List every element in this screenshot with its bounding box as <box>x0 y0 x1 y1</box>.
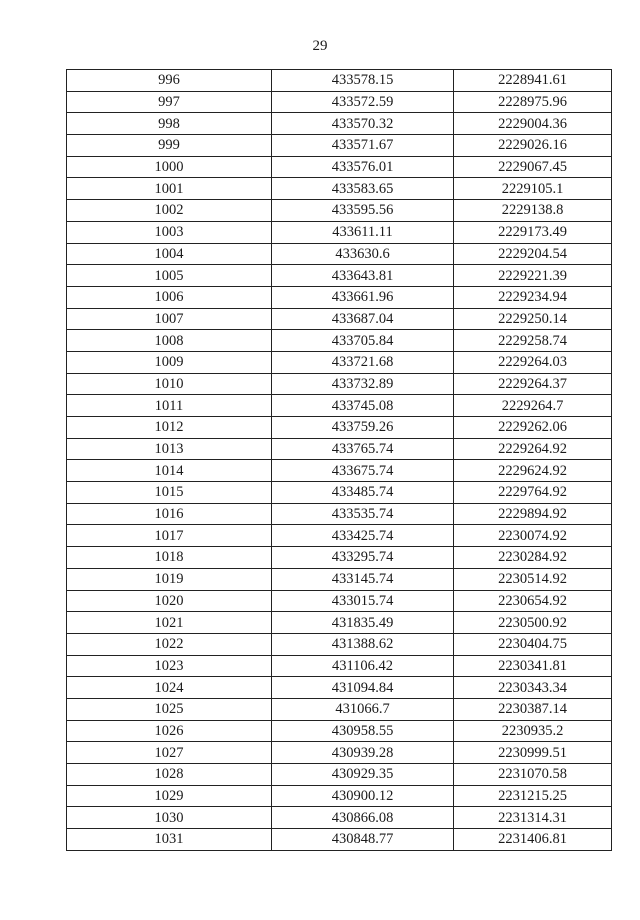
table-row <box>67 460 612 482</box>
y-coordinate-cell: 2229264.7 <box>454 395 612 417</box>
x-coordinate-cell: 433535.74 <box>272 503 454 525</box>
y-coordinate-cell: 2228941.61 <box>454 70 612 92</box>
point-id-cell: 1021 <box>67 612 272 634</box>
x-coordinate-cell: 433643.81 <box>272 265 454 287</box>
table-row <box>67 351 612 373</box>
point-id-cell: 1029 <box>67 785 272 807</box>
y-coordinate-cell: 2230500.92 <box>454 612 612 634</box>
y-coordinate-cell: 2230514.92 <box>454 568 612 590</box>
point-id-cell: 1028 <box>67 764 272 786</box>
point-id-cell: 1012 <box>67 417 272 439</box>
x-coordinate-cell: 431388.62 <box>272 633 454 655</box>
y-coordinate-cell: 2229624.92 <box>454 460 612 482</box>
y-coordinate-cell: 2229067.45 <box>454 156 612 178</box>
coordinate-table <box>66 69 612 851</box>
x-coordinate-cell: 433578.15 <box>272 70 454 92</box>
table-row <box>67 742 612 764</box>
x-coordinate-cell: 433687.04 <box>272 308 454 330</box>
point-id-cell: 996 <box>67 70 272 92</box>
x-coordinate-cell: 430866.08 <box>272 807 454 829</box>
point-id-cell: 1031 <box>67 829 272 851</box>
y-coordinate-cell: 2230654.92 <box>454 590 612 612</box>
table-row <box>67 633 612 655</box>
point-id-cell: 1014 <box>67 460 272 482</box>
table-row <box>67 395 612 417</box>
y-coordinate-cell: 2229026.16 <box>454 135 612 157</box>
y-coordinate-cell: 2230284.92 <box>454 547 612 569</box>
point-id-cell: 1025 <box>67 698 272 720</box>
point-id-cell: 1001 <box>67 178 272 200</box>
y-coordinate-cell: 2231070.58 <box>454 764 612 786</box>
point-id-cell: 1020 <box>67 590 272 612</box>
table-row <box>67 417 612 439</box>
table-row <box>67 221 612 243</box>
x-coordinate-cell: 433765.74 <box>272 438 454 460</box>
x-coordinate-cell: 430929.35 <box>272 764 454 786</box>
x-coordinate-cell: 433705.84 <box>272 330 454 352</box>
y-coordinate-cell: 2230404.75 <box>454 633 612 655</box>
y-coordinate-cell: 2230935.2 <box>454 720 612 742</box>
table-row <box>67 655 612 677</box>
table-row <box>67 70 612 92</box>
x-coordinate-cell: 433425.74 <box>272 525 454 547</box>
table-row <box>67 482 612 504</box>
table-row <box>67 829 612 851</box>
y-coordinate-cell: 2229264.37 <box>454 373 612 395</box>
x-coordinate-cell: 433576.01 <box>272 156 454 178</box>
x-coordinate-cell: 433595.56 <box>272 200 454 222</box>
x-coordinate-cell: 433570.32 <box>272 113 454 135</box>
table-row <box>67 807 612 829</box>
point-id-cell: 1004 <box>67 243 272 265</box>
y-coordinate-cell: 2229258.74 <box>454 330 612 352</box>
point-id-cell: 1002 <box>67 200 272 222</box>
y-coordinate-cell: 2230999.51 <box>454 742 612 764</box>
point-id-cell: 1011 <box>67 395 272 417</box>
point-id-cell: 1000 <box>67 156 272 178</box>
page-number: 29 <box>312 38 328 54</box>
x-coordinate-cell: 433759.26 <box>272 417 454 439</box>
y-coordinate-cell: 2229894.92 <box>454 503 612 525</box>
table-row <box>67 698 612 720</box>
table-row <box>67 91 612 113</box>
point-id-cell: 1008 <box>67 330 272 352</box>
point-id-cell: 1019 <box>67 568 272 590</box>
point-id-cell: 1003 <box>67 221 272 243</box>
x-coordinate-cell: 433721.68 <box>272 351 454 373</box>
y-coordinate-cell: 2230074.92 <box>454 525 612 547</box>
y-coordinate-cell: 2229234.94 <box>454 286 612 308</box>
y-coordinate-cell: 2231215.25 <box>454 785 612 807</box>
x-coordinate-cell: 430900.12 <box>272 785 454 807</box>
x-coordinate-cell: 433661.96 <box>272 286 454 308</box>
x-coordinate-cell: 433145.74 <box>272 568 454 590</box>
x-coordinate-cell: 431835.49 <box>272 612 454 634</box>
x-coordinate-cell: 431106.42 <box>272 655 454 677</box>
x-coordinate-cell: 433572.59 <box>272 91 454 113</box>
point-id-cell: 1015 <box>67 482 272 504</box>
y-coordinate-cell: 2229004.36 <box>454 113 612 135</box>
x-coordinate-cell: 433571.67 <box>272 135 454 157</box>
table-row <box>67 568 612 590</box>
x-coordinate-cell: 433485.74 <box>272 482 454 504</box>
table-row <box>67 438 612 460</box>
y-coordinate-cell: 2229264.92 <box>454 438 612 460</box>
table-row <box>67 135 612 157</box>
table-row <box>67 330 612 352</box>
table-row <box>67 547 612 569</box>
table-row <box>67 156 612 178</box>
point-id-cell: 997 <box>67 91 272 113</box>
y-coordinate-cell: 2229173.49 <box>454 221 612 243</box>
point-id-cell: 1024 <box>67 677 272 699</box>
point-id-cell: 1027 <box>67 742 272 764</box>
point-id-cell: 1009 <box>67 351 272 373</box>
point-id-cell: 1030 <box>67 807 272 829</box>
y-coordinate-cell: 2231406.81 <box>454 829 612 851</box>
table-row <box>67 200 612 222</box>
y-coordinate-cell: 2229138.8 <box>454 200 612 222</box>
table-row <box>67 178 612 200</box>
y-coordinate-cell: 2229221.39 <box>454 265 612 287</box>
y-coordinate-cell: 2229204.54 <box>454 243 612 265</box>
y-coordinate-cell: 2229105.1 <box>454 178 612 200</box>
point-id-cell: 1023 <box>67 655 272 677</box>
x-coordinate-cell: 433732.89 <box>272 373 454 395</box>
x-coordinate-cell: 433745.08 <box>272 395 454 417</box>
table-row <box>67 286 612 308</box>
y-coordinate-cell: 2230343.34 <box>454 677 612 699</box>
point-id-cell: 1018 <box>67 547 272 569</box>
y-coordinate-cell: 2229250.14 <box>454 308 612 330</box>
x-coordinate-cell: 433675.74 <box>272 460 454 482</box>
x-coordinate-cell: 431094.84 <box>272 677 454 699</box>
y-coordinate-cell: 2230341.81 <box>454 655 612 677</box>
y-coordinate-cell: 2231314.31 <box>454 807 612 829</box>
y-coordinate-cell: 2229764.92 <box>454 482 612 504</box>
table-row <box>67 764 612 786</box>
point-id-cell: 1016 <box>67 503 272 525</box>
table-row <box>67 373 612 395</box>
table-row <box>67 677 612 699</box>
table-row <box>67 590 612 612</box>
table-row <box>67 612 612 634</box>
table-row <box>67 308 612 330</box>
point-id-cell: 999 <box>67 135 272 157</box>
point-id-cell: 1022 <box>67 633 272 655</box>
table-body <box>67 70 612 851</box>
table-row <box>67 265 612 287</box>
point-id-cell: 1013 <box>67 438 272 460</box>
x-coordinate-cell: 433630.6 <box>272 243 454 265</box>
table-row <box>67 785 612 807</box>
y-coordinate-cell: 2229262.06 <box>454 417 612 439</box>
table-row <box>67 525 612 547</box>
point-id-cell: 1006 <box>67 286 272 308</box>
point-id-cell: 1007 <box>67 308 272 330</box>
x-coordinate-cell: 430848.77 <box>272 829 454 851</box>
x-coordinate-cell: 430939.28 <box>272 742 454 764</box>
x-coordinate-cell: 433583.65 <box>272 178 454 200</box>
table-row <box>67 720 612 742</box>
point-id-cell: 1017 <box>67 525 272 547</box>
table-row <box>67 113 612 135</box>
x-coordinate-cell: 433611.11 <box>272 221 454 243</box>
table-row <box>67 243 612 265</box>
y-coordinate-cell: 2228975.96 <box>454 91 612 113</box>
point-id-cell: 998 <box>67 113 272 135</box>
table-row <box>67 503 612 525</box>
x-coordinate-cell: 430958.55 <box>272 720 454 742</box>
point-id-cell: 1005 <box>67 265 272 287</box>
x-coordinate-cell: 433015.74 <box>272 590 454 612</box>
point-id-cell: 1026 <box>67 720 272 742</box>
y-coordinate-cell: 2230387.14 <box>454 698 612 720</box>
x-coordinate-cell: 431066.7 <box>272 698 454 720</box>
point-id-cell: 1010 <box>67 373 272 395</box>
x-coordinate-cell: 433295.74 <box>272 547 454 569</box>
y-coordinate-cell: 2229264.03 <box>454 351 612 373</box>
